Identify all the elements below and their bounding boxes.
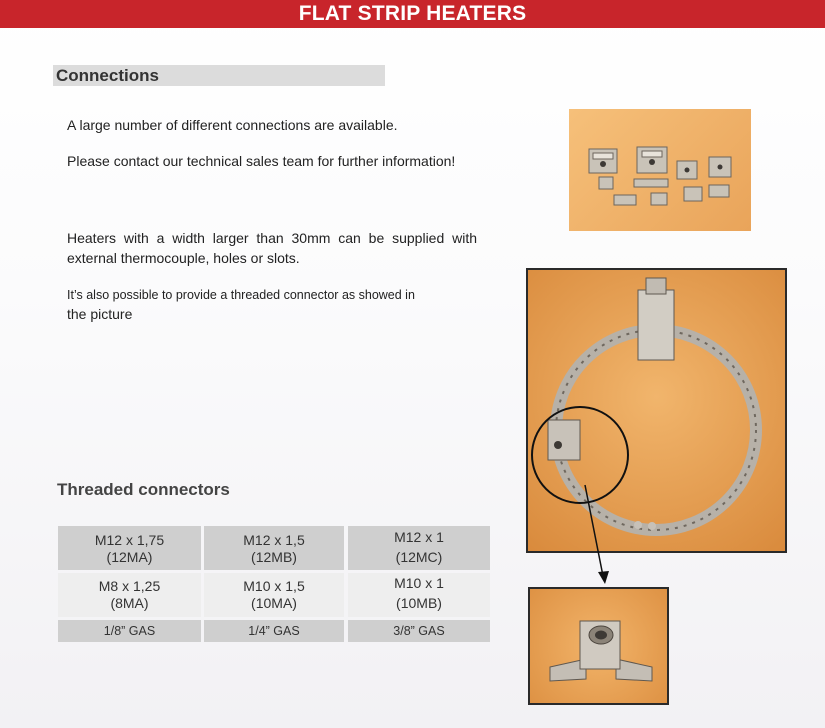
- table-cell: [348, 573, 490, 617]
- table-cell: [58, 526, 201, 570]
- cell-size: M10 x 1,5: [243, 578, 305, 594]
- table-cell: 3/8” GAS: [348, 620, 490, 642]
- cell-size: M12 x 1,75: [94, 532, 165, 548]
- table-cell: [58, 573, 201, 617]
- cell-code: (12MC): [395, 549, 443, 565]
- table-cell: 1/4” GAS: [204, 620, 344, 642]
- page-title: FLAT STRIP HEATERS: [298, 2, 527, 25]
- cell-size: M12 x 1: [394, 529, 444, 545]
- cell-size: M10 x 1: [394, 575, 444, 591]
- threaded-connector-closeup-photo: [528, 587, 669, 705]
- ring-heater-photo: [526, 268, 787, 553]
- table-cell: 1/8” GAS: [58, 620, 201, 642]
- threaded-connectors-title: Threaded connectors: [57, 480, 230, 499]
- connections-paragraph-3: Heaters with a width larger than 30mm can be supplied with external thermocouple, holes or slots.: [67, 230, 477, 266]
- table-cell: [204, 573, 344, 617]
- table-cell: [204, 526, 344, 570]
- connections-paragraph-2: Please contact our technical sales team for further information!: [67, 153, 456, 169]
- paragraph-4-line-1: It’s also possible to provide a threaded connector as showed in: [67, 288, 415, 302]
- connectors-assortment-photo: [569, 109, 751, 231]
- paragraph-4-line-2: the picture: [67, 306, 133, 322]
- cell-size: M8 x 1,25: [98, 578, 161, 594]
- section-title-connections: Connections: [53, 65, 385, 86]
- connections-paragraph-1: A large number of different connections are available.: [67, 117, 398, 133]
- cell-code: (12MB): [251, 549, 297, 565]
- cell-code: (12MA): [106, 549, 153, 565]
- page-title-banner: [0, 0, 825, 28]
- connections-paragraph-4: [67, 286, 427, 324]
- table-cell: [348, 526, 490, 570]
- cell-code: (10MB): [396, 595, 442, 611]
- cell-code: (8MA): [110, 595, 149, 611]
- callout-arrow-head: [598, 571, 609, 584]
- cell-code: (10MA): [251, 595, 297, 611]
- cell-size: M12 x 1,5: [243, 532, 305, 548]
